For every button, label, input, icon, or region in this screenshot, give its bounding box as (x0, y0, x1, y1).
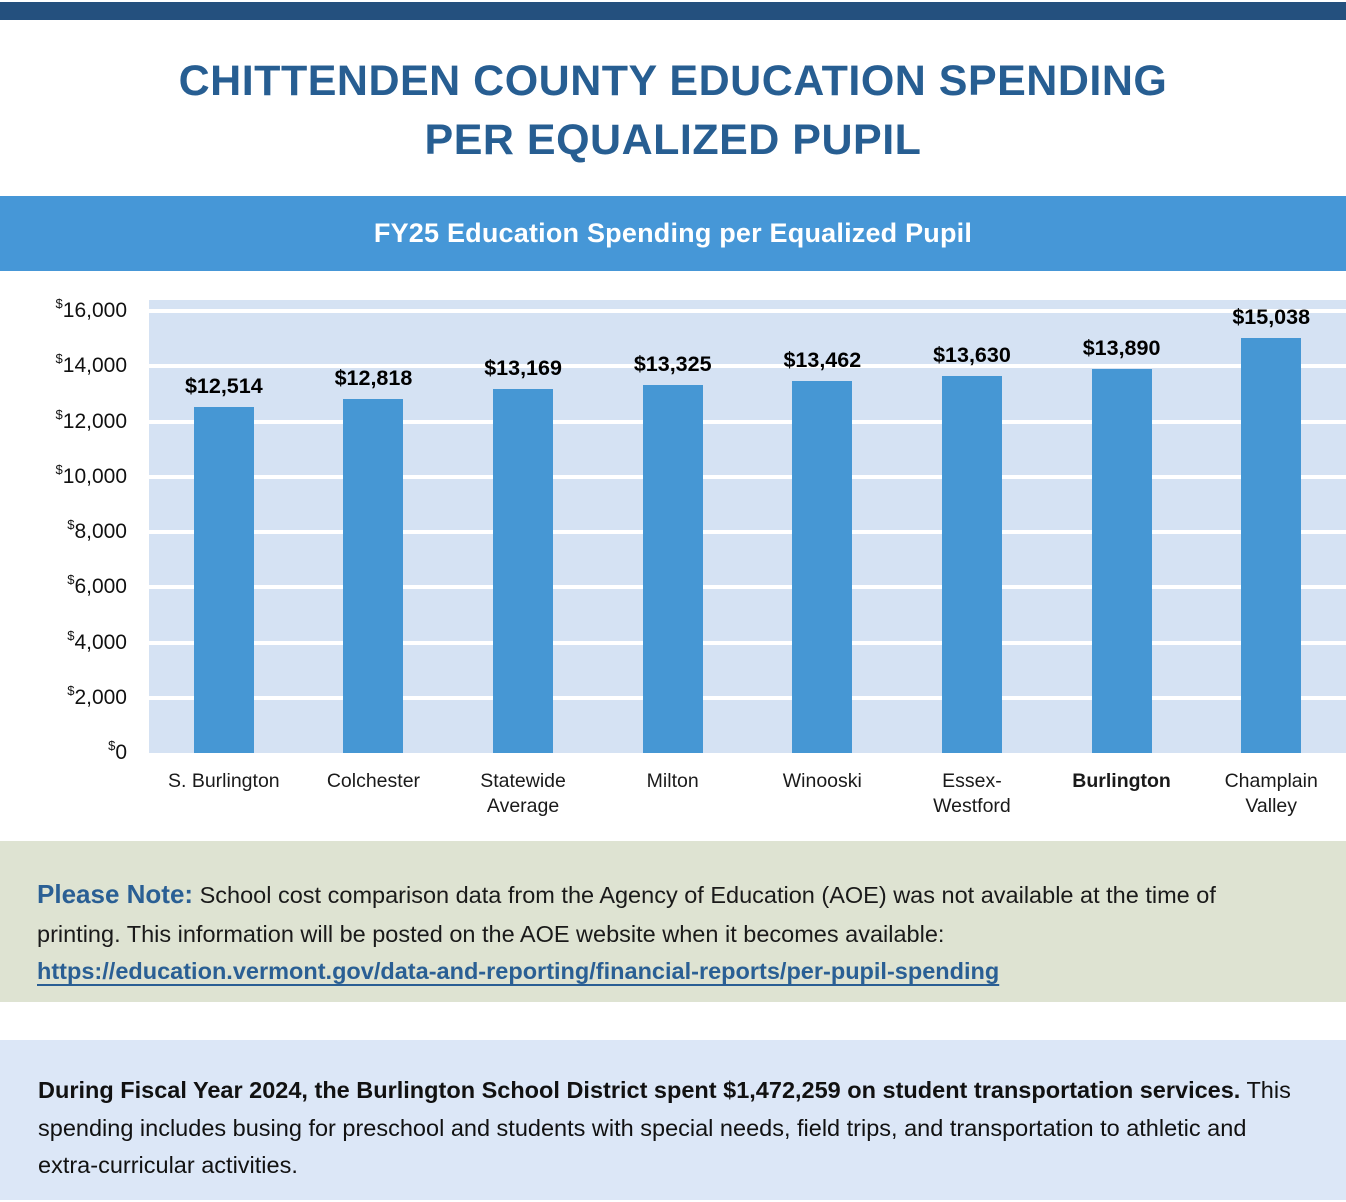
bar-column (1047, 300, 1197, 753)
x-axis-label-text: Winooski (782, 770, 862, 792)
plot-area (149, 300, 1346, 753)
please-note-label: Please Note: (37, 879, 194, 909)
bar-champlain-valley (1241, 338, 1301, 753)
x-axis-label (1196, 769, 1346, 820)
x-axis-label (897, 769, 1047, 820)
dollar-sign-superscript: $ (67, 517, 75, 532)
y-axis-label: $10,000 (55, 461, 127, 488)
x-axis-label-text: Essex-Westford (933, 770, 1011, 818)
y-axis-label: $14,000 (55, 351, 127, 378)
x-axis-label (598, 769, 748, 820)
page-title-line2: PER EQUALIZED PUPIL (424, 116, 922, 164)
please-note-section (0, 841, 1346, 1002)
bar-winooski (792, 381, 852, 753)
bar-burlington (1092, 369, 1152, 753)
section-divider-gap (0, 1002, 1346, 1040)
bar-column (149, 300, 299, 753)
please-note-body: School cost comparison data from the Agency of Education (AOE) was not available at the time of printing. This information will be posted on the AOE website when it becomes available: (37, 882, 1216, 947)
bar-s-burlington (194, 407, 254, 753)
bar-value-label: $13,325 (633, 352, 712, 376)
y-axis (0, 296, 149, 764)
bar-chart (0, 271, 1346, 841)
y-axis-label: $6,000 (67, 572, 127, 599)
bar-value-label: $15,038 (1232, 305, 1311, 329)
bar-column (748, 300, 898, 753)
chart-title: FY25 Education Spending per Equalized Pupil (373, 218, 973, 248)
bar-column (897, 300, 1047, 753)
x-axis-label (748, 769, 898, 820)
dollar-sign-superscript: $ (108, 738, 116, 753)
top-accent-bar (0, 2, 1346, 20)
transportation-note-section (0, 1040, 1346, 1200)
x-axis-label-text: Burlington (1072, 770, 1171, 792)
dollar-sign-superscript: $ (67, 572, 75, 588)
chart-title-banner (0, 196, 1346, 271)
x-axis-label (448, 769, 598, 820)
y-axis-label: $12,000 (55, 406, 127, 433)
bar-column (1196, 300, 1346, 753)
x-axis-label (149, 769, 299, 820)
x-axis-label-text: Champlain Valley (1224, 770, 1318, 818)
x-axis-label-text: Colchester (326, 770, 421, 792)
x-axis-label-text: Milton (646, 770, 699, 792)
x-axis-label (299, 769, 449, 820)
y-axis-label: $4,000 (67, 627, 127, 654)
y-axis-label: $16,000 (55, 296, 127, 322)
x-axis-label (1047, 769, 1197, 820)
bar-statewide-average (493, 389, 553, 753)
x-axis-label-text: Statewide Average (480, 770, 566, 818)
dollar-sign-superscript: $ (55, 406, 63, 422)
dollar-sign-superscript: $ (55, 351, 63, 367)
page-header (0, 20, 1346, 196)
bar-value-label: $13,169 (484, 356, 562, 380)
bar-value-label: $13,890 (1082, 336, 1161, 360)
dollar-sign-superscript: $ (55, 461, 63, 477)
bar-column (299, 300, 449, 753)
transportation-note-rest: This spending includes busing for preschool and students with special needs, field trips, and transportation to athletic and extra-curricular activities. (38, 1077, 1291, 1179)
y-axis-label: $8,000 (67, 517, 127, 543)
y-axis-label: $0 (108, 738, 127, 764)
bar-column (598, 300, 748, 753)
dollar-sign-superscript: $ (55, 296, 63, 311)
x-axis (149, 769, 1346, 820)
x-axis-label-text: S. Burlington (167, 770, 280, 792)
bar-column (448, 300, 598, 753)
transportation-note-text (38, 1072, 1296, 1185)
transportation-note-bold: During Fiscal Year 2024, the Burlington School District spent $1,472,259 on student transportation services. (38, 1077, 1241, 1103)
bars-row (149, 300, 1346, 753)
bar-colchester (343, 399, 403, 753)
aoe-report-link[interactable]: https://education.vermont.gov/data-and-reporting/financial-reports/per-pupil-spending (37, 958, 1000, 985)
bar-value-label: $13,462 (783, 348, 862, 372)
bar-value-label: $13,630 (933, 343, 1011, 367)
bar-value-label: $12,514 (184, 374, 263, 398)
bar-value-label: $12,818 (334, 366, 413, 390)
please-note-text (37, 874, 1276, 991)
bar-milton (643, 385, 703, 753)
page-title-line1: CHITTENDEN COUNTY EDUCATION SPENDING (178, 56, 1168, 105)
dollar-sign-superscript: $ (67, 682, 75, 698)
bar-essex-westford (942, 376, 1002, 753)
y-axis-label: $2,000 (67, 682, 127, 709)
dollar-sign-superscript: $ (67, 627, 75, 643)
